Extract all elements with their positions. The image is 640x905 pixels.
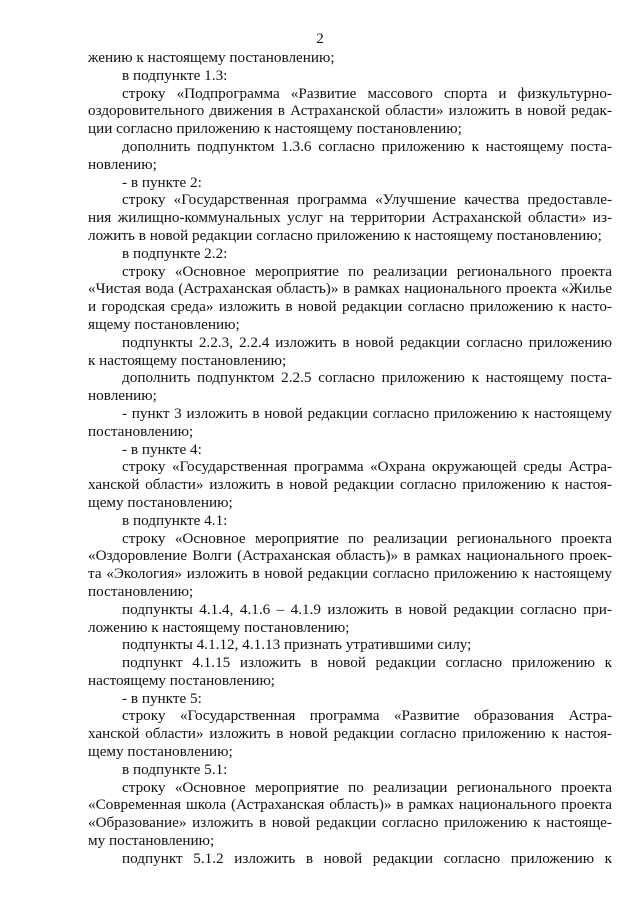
paragraph <box>88 334 612 370</box>
text-line: в подпункте 5.1: <box>122 760 228 778</box>
text-line: ложению к настоящему постановлению; <box>88 618 350 636</box>
text-line: строку «Государственная программа «Охрана окружающей среды Астра- <box>122 458 612 476</box>
text-line: постановлению; <box>88 582 194 600</box>
paragraph <box>88 85 612 138</box>
text-line: - в пункте 2: <box>122 173 202 191</box>
text-line: строку «Основное мероприятие по реализации регионального проекта <box>122 262 612 280</box>
text-line: «Чистая вода (Астраханская область)» в рамках национального проекта «Жилье <box>88 280 612 298</box>
paragraph <box>88 263 612 334</box>
text-line: дополнить подпунктом 2.2.5 согласно приложению к настоящему поста- <box>122 369 612 387</box>
text-line: - в пункте 5: <box>122 689 202 707</box>
paragraph <box>88 761 612 779</box>
text-line: и городская среда» изложить в новой редакции согласно приложению к насто- <box>88 298 612 316</box>
paragraph <box>88 441 612 459</box>
text-line: жению к настоящему постановлению; <box>88 49 335 66</box>
paragraph <box>88 850 612 868</box>
paragraph <box>88 636 612 654</box>
text-line: новлению; <box>88 155 157 173</box>
text-line: та «Экология» изложить в новой редакции согласно приложению к настоящему <box>88 565 612 583</box>
document-body <box>88 49 612 868</box>
text-line: подпункты 4.1.4, 4.1.6 – 4.1.9 изложить в новой редакции согласно при- <box>122 600 612 618</box>
paragraph <box>88 690 612 708</box>
paragraph <box>88 512 612 530</box>
text-line: му постановлению; <box>88 832 215 850</box>
paragraph <box>88 530 612 601</box>
text-line: «Оздоровление Волги (Астраханская область)» в рамках национального проек- <box>88 547 612 565</box>
text-line: строку «Подпрограмма «Развитие массового спорта и физкультурно- <box>122 84 612 102</box>
text-line: «Образование» изложить в новой редакции согласно приложению к настояще- <box>88 814 612 832</box>
paragraph <box>88 67 612 85</box>
text-line: к настоящему постановлению; <box>88 351 287 369</box>
text-line: дополнить подпунктом 1.3.6 согласно приложению к настоящему поста- <box>122 137 612 155</box>
text-line: новлению; <box>88 387 157 405</box>
text-line: в подпункте 1.3: <box>122 66 228 84</box>
text-line: оздоровительного движения в Астраханской области» изложить в новой редак- <box>88 102 612 120</box>
paragraph <box>88 405 612 441</box>
text-line: строку «Основное мероприятие по реализации регионального проекта <box>122 778 612 796</box>
paragraph <box>88 601 612 637</box>
text-line: постановлению; <box>88 422 194 440</box>
text-line: «Современная школа (Астраханская область)» в рамках национального проекта <box>88 796 612 814</box>
text-line: - в пункте 4: <box>122 440 202 458</box>
text-line: подпункт 4.1.15 изложить в новой редакции согласно приложению к <box>122 654 612 672</box>
text-line: в подпункте 2.2: <box>122 244 228 262</box>
text-line: - пункт 3 изложить в новой редакции согласно приложению к настоящему <box>122 404 612 422</box>
paragraph <box>88 458 612 511</box>
text-line: строку «Основное мероприятие по реализации регионального проекта <box>122 529 612 547</box>
paragraph <box>88 369 612 405</box>
text-line: подпункты 2.2.3, 2.2.4 изложить в новой редакции согласно приложению <box>122 333 612 351</box>
page-number: 2 <box>316 31 324 47</box>
text-line: щему постановлению; <box>88 743 233 761</box>
paragraph <box>88 654 612 690</box>
text-line: строку «Государственная программа «Развитие образования Астра- <box>122 707 612 725</box>
text-line: ложить в новой редакции согласно приложению к настоящему постановлению; <box>88 226 602 244</box>
text-line: щему постановлению; <box>88 493 233 511</box>
text-line: ханской области» изложить в новой редакции согласно приложению к настоя- <box>88 476 612 494</box>
paragraph <box>88 191 612 244</box>
text-line: подпункт 5.1.2 изложить в новой редакции согласно приложению к <box>122 849 612 867</box>
text-line: ханской области» изложить в новой редакции согласно приложению к настоя- <box>88 725 612 743</box>
text-line: ящему постановлению; <box>88 315 240 333</box>
paragraph <box>88 779 612 850</box>
paragraph <box>88 245 612 263</box>
text-line: ния жилищно-коммунальных услуг на территории Астраханской области» из- <box>88 209 612 227</box>
text-line: ции согласно приложению к настоящему постановлению; <box>88 120 462 138</box>
paragraph <box>88 174 612 192</box>
text-line: строку «Государственная программа «Улучшение качества предоставле- <box>122 191 612 209</box>
paragraph <box>88 707 612 760</box>
text-line: в подпункте 4.1: <box>122 511 228 529</box>
text-line: подпункты 4.1.12, 4.1.13 признать утратившими силу; <box>122 636 472 654</box>
paragraph <box>88 138 612 174</box>
text-line: настоящему постановлению; <box>88 671 276 689</box>
paragraph <box>88 49 612 67</box>
